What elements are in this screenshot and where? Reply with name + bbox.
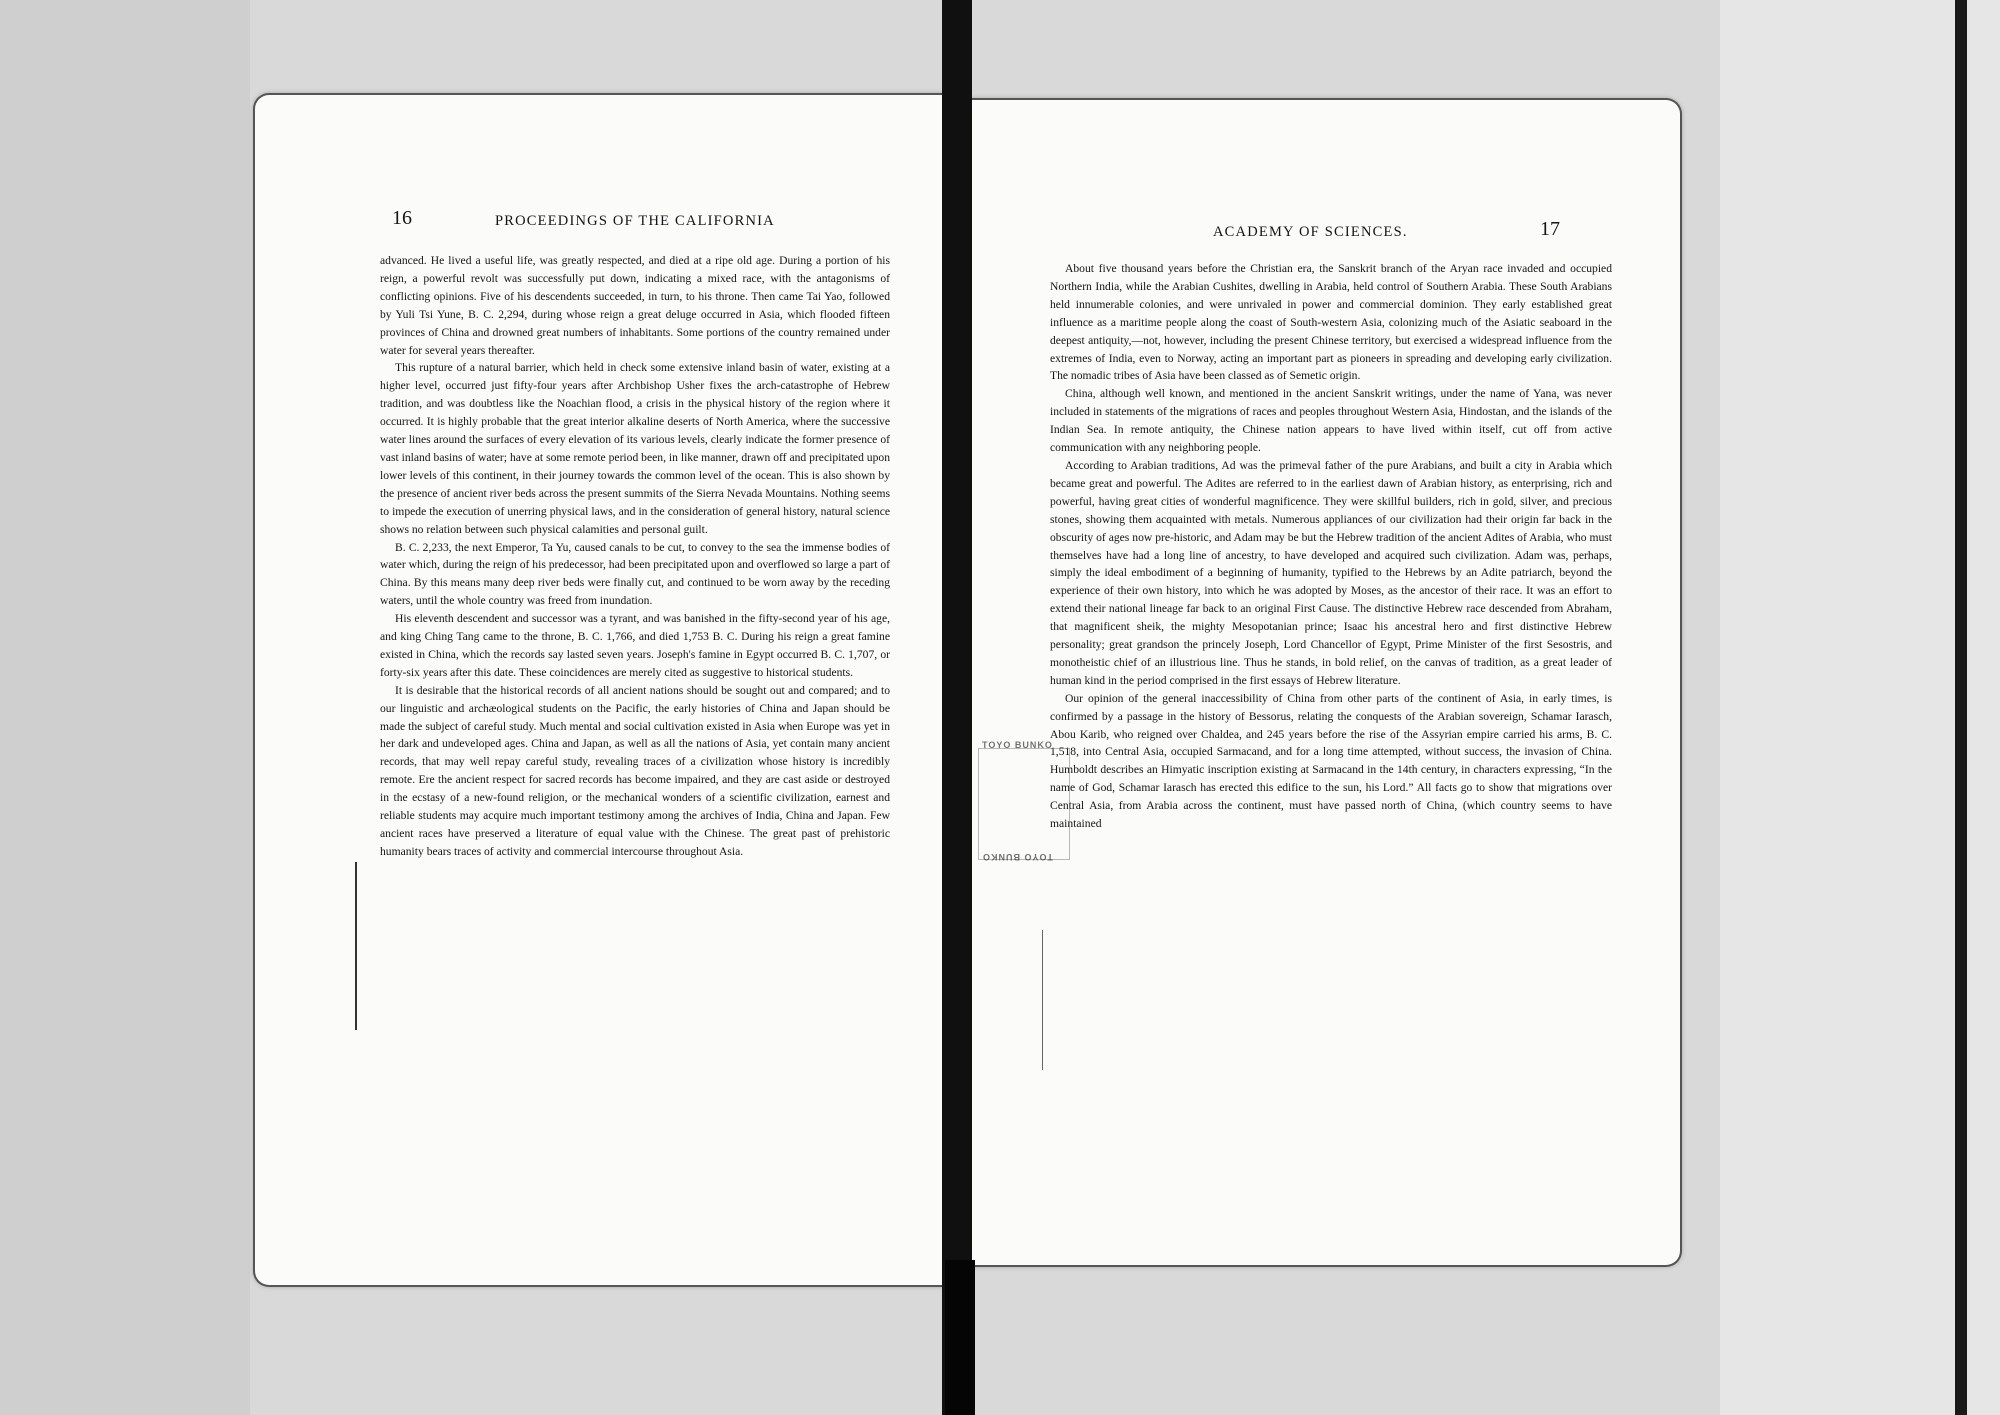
left-running-head: PROCEEDINGS OF THE CALIFORNIA — [495, 213, 775, 229]
book-spine-gutter — [942, 0, 972, 1415]
right-paragraph: About five thousand years before the Christian era, the Sanskrit branch of the Aryan race invaded and occupied Northern India, while the Arabian Cushites, dwelling in Arabia, held control of Southern Arabia. These South Arabians held innumerable colonies, and were unrivaled in power and commercial dominion. They early established great influence as a maritime people along the coast of South-western Asia, colonizing much of the Asiatic seaboard in the deepest antiquity,—not, however, including the present Chinese territory, but exercised a widespread influence from the extremes of India, even to Norway, acting an important part as pioneers in spreading and developing early civilization. The nomadic tribes of Asia have been classed as of Semetic origin. — [1050, 262, 1612, 383]
library-stamp-seal — [978, 748, 1070, 860]
right-paragraph: Our opinion of the general inaccessibility of China from other parts of the continent of Asia, in early times, is confirmed by a passage in the history of Bessorus, relating the conquests of the Arabian sovereign, Schamar Iarasch, Abou Karib, who reigned over Chaldea, and 245 years before the rise of the Assyrian empire carried his arms, B. C. 1,518, into Central Asia, occupied Sarmacand, and for a long time attempted, without success, the invasion of China. Humboldt describes an Himyatic inscription existing at Sarmacand in the 14th century, in characters expressing, “In the name of God, Schamar Iarasch has erected this edifice to the sun, his Lord.” All facts go to show that migrations over Central Asia, from Arabia across the continent, must have passed north of China, (which country seems to have maintained — [1050, 691, 1612, 831]
left-paragraph: His eleventh descendent and successor was a tyrant, and was banished in the fifty-second year of his age, and king Ching Tang came to the throne, B. C. 1,766, and died 1,753 B. C. During his reign a great famine existed in China, which the records say lasted seven years. Joseph's famine in Egypt occurred B. C. 1,707, or forty-six years after this date. These coincidences are merely cited as suggestive to historical students. — [380, 612, 890, 679]
right-paragraph: China, although well known, and mentioned in the ancient Sanskrit writings, under the name of Yana, was never included in statements of the migrations of races and peoples throughout Western Asia, Hindostan, and the islands of the Indian Sea. In remote antiquity, the Chinese nation appears to have lived within itself, cut off from active communication with any neighboring people. — [1050, 387, 1612, 455]
right-running-head: ACADEMY OF SCIENCES. — [1213, 224, 1408, 240]
right-text-column — [1050, 260, 1612, 833]
margin-pencil-mark — [1042, 930, 1043, 1070]
right-paragraph: According to Arabian traditions, Ad was the primeval father of the pure Arabians, and built a city in Arabia which became great and powerful. The Adites are referred to in the earliest dawn of Arabian history, as enterprising, rich and powerful, having great cities of wonderful magnificence. They were skillful builders, rich in gold, silver, and precious stones, showing them acquainted with metals. Numerous appliances of our civilization had their origin far back in the obscurity of ages now pre-historic, and Adam may be but the Hebrew tradition of the ancient Adites of Arabia, who must themselves have had a long line of ancestry, to have developed and acquired such civilization. Adam was, perhaps, simply the ideal embodiment of a beginning of humanity, typified to the Hebrews by an Adite patriarch, beyond the experience of their own history, into which he was adopted by Moses, as the ancestor of their race. It was an effort to extend their national lineage far back to an original First Cause. The distinctive Hebrew race descended from Abraham, that magnificent sheik, the mighty Mesopotanian prince; Isaac his ancestral hero and first distinctive Hebrew personality; great grandson the princely Joseph, Lord Chancellor of Egypt, Prime Minister of the first Sesostris, and monotheistic chief of an illustrious line. Thus he stands, in bold relief, on the canvas of tradition, as a great leader of human kind in the period comprised in the first essays of Hebrew literature. — [1050, 458, 1612, 687]
left-paragraph: It is desirable that the historical records of all ancient nations should be sought out and compared; and to our linguistic and archæological students on the Pacific, the early histories of China and Japan should be made the subject of careful study. Much mental and social cultivation existed in Asia when Europe was yet in her dark and undeveloped ages. China and Japan, as well as all the nations of Asia, yet contain many ancient records, that may well repay careful study, revealing traces of a civilization whose history is incredibly remote. Ere the ancient respect for sacred records has become impaired, and they are cast aside or destroyed in the ecstasy of a new-found religion, or the mechanical wonders of a scientific civilization, earnest and reliable students may acquire much important testimony among the archives of India, China and Japan. Few ancient races have preserved a literature of equal value with the Chinese. The great past of prehistoric humanity bears traces of activity and commercial intercourse throughout Asia. — [380, 683, 890, 858]
left-page-number: 16 — [392, 207, 412, 229]
scan-edge-right — [1955, 0, 1967, 1415]
book-spine-shadow-bottom — [945, 1260, 975, 1415]
right-page-number: 17 — [1540, 218, 1560, 240]
left-page — [255, 95, 955, 1285]
left-paragraph: This rupture of a natural barrier, which held in check some extensive inland basin of water, existing at a higher level, occurred just fifty-four years after Archbishop Usher fixes the arch-catastrophe of Hebrew tradition, and was doubtless like the Noachian flood, a crisis in the physical history of the region where it occurred. It is highly probable that the great interior alkaline deserts of North America, where the successive water lines around the surfaces of every elevation of its various levels, clearly indicate the former presence of vast inland basins of water; have at some remote period been, in like manner, drawn off and precipitated upon lower levels of this continent, in their journey towards the common level of the ocean. This is also shown by the presence of ancient river beds across the present summits of the Sierra Nevada Mountains. Nothing seems to impede the execution of unerring physical laws, and in the consideration of general history, natural science shows no relation between such physical calamities and personal guilt. — [380, 361, 890, 536]
library-stamp-text-top: TOYO BUNKO — [982, 740, 1053, 750]
left-text-column — [380, 252, 890, 861]
left-paragraph: advanced. He lived a useful life, was greatly respected, and died at a ripe old age. During a portion of his reign, a powerful revolt was successfully put down, indicating a mixed race, with the antagonisms of conflicting opinions. Five of his descendents succeeded, in turn, to his throne. Then came Tai Yao, followed by Yuli Tsi Yune, B. C. 2,294, during whose reign a great deluge occurred in Asia, which flooded fifteen provinces of China and drowned great numbers of inhabitants. Some portions of the country remained under water for several years thereafter. — [380, 254, 890, 357]
right-page — [970, 100, 1680, 1265]
scan-background-left — [0, 0, 250, 1415]
margin-pencil-mark — [355, 862, 357, 1030]
left-paragraph: B. C. 2,233, the next Emperor, Ta Yu, caused canals to be cut, to convey to the sea the immense bodies of water which, during the reign of his predecessor, had been precipitated upon and overflowed so large a part of China. By this means many deep river beds were finally cut, and continued to be worn away by the receding waters, until the whole country was freed from inundation. — [380, 540, 890, 608]
library-stamp-text-bottom: TOYO BUNKO — [982, 852, 1053, 862]
